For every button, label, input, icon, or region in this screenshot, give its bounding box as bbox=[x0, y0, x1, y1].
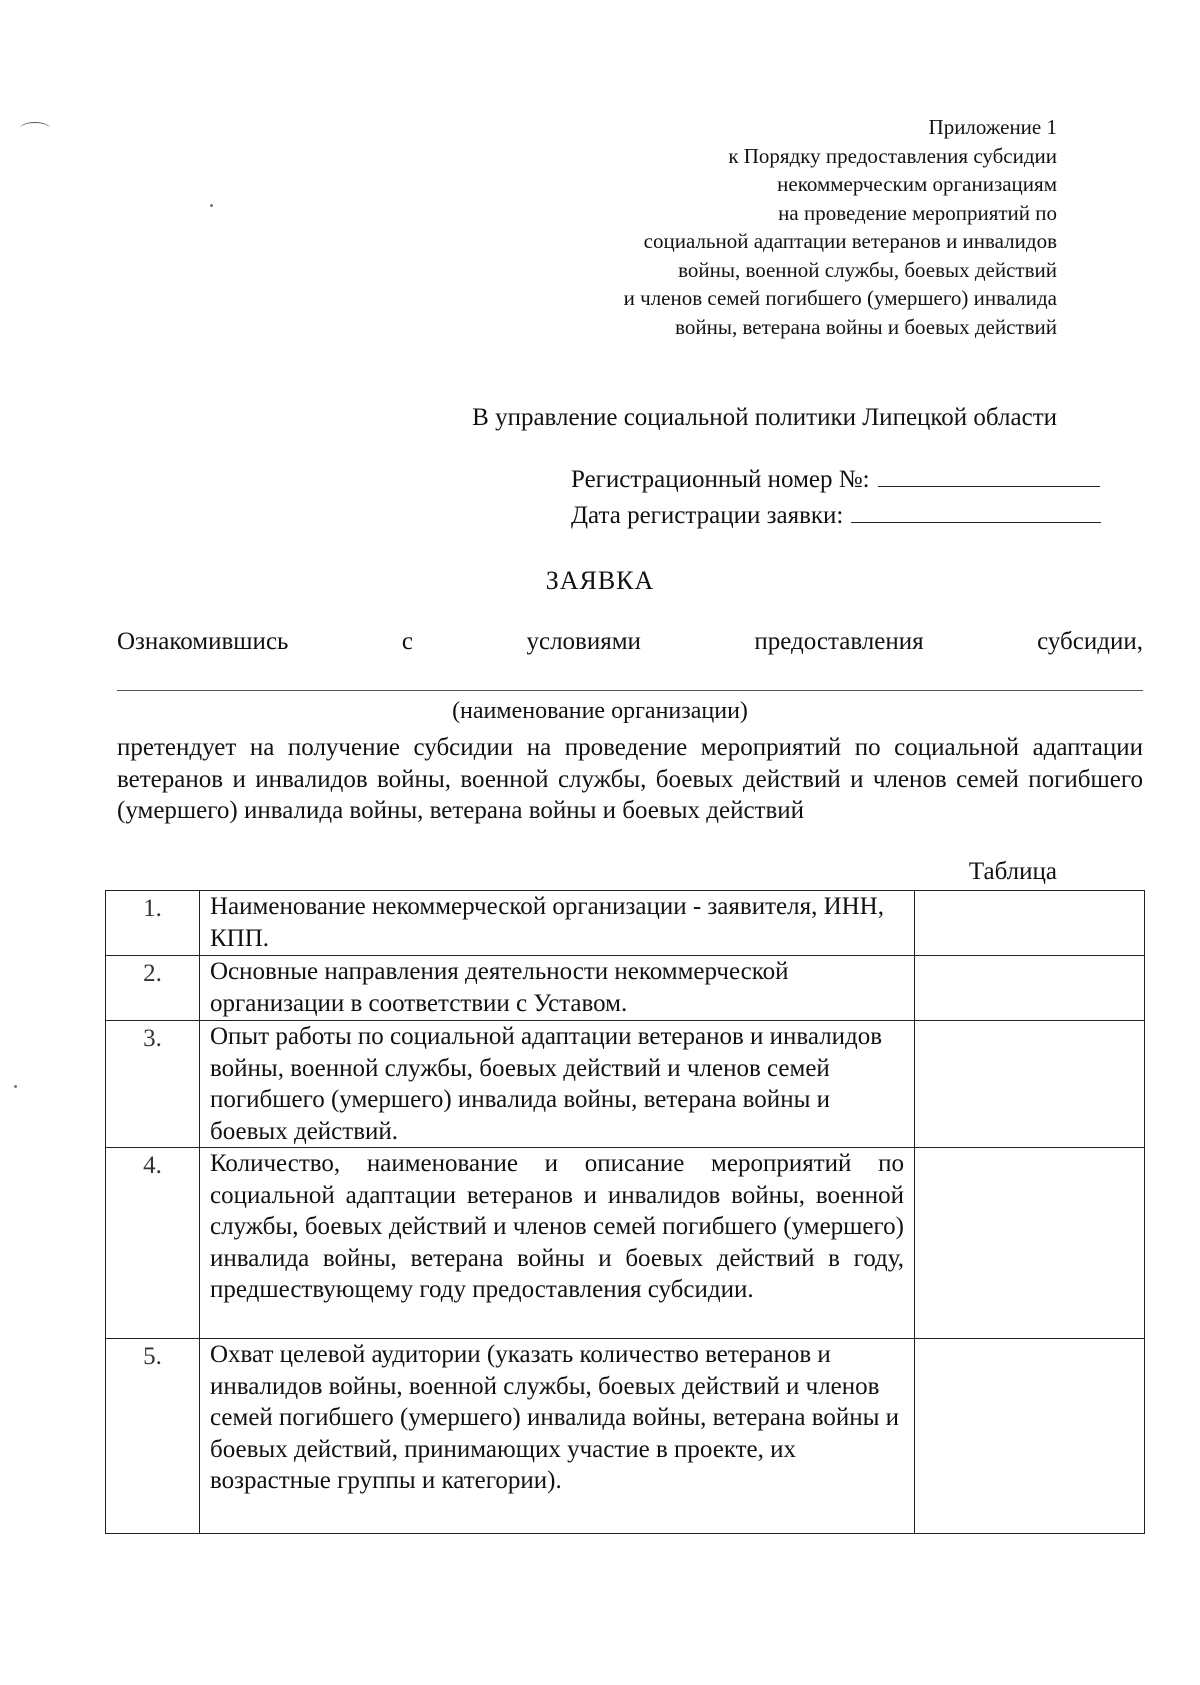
appendix-line: некоммерческим организациям bbox=[777, 172, 1057, 196]
row-description: Опыт работы по социальной адаптации ветеранов и инвалидов войны, военной службы, боевых действий и членов семей погибшего (умершего) инвалида войны, ветерана войны и боевых действий. bbox=[200, 1021, 915, 1148]
appendix-line: к Порядку предоставления субсидии bbox=[728, 143, 1057, 168]
row-description: Количество, наименование и описание мероприятий по социальной адаптации ветеранов и инвалидов войны, военной службы, боевых действий и членов семей погибшего (умершего) инвалида войны, ветерана войны и боевых действий в году, предшествующему году предоставления субсидии. bbox=[200, 1148, 915, 1339]
registration-date-row bbox=[571, 502, 1101, 530]
intro-word: с bbox=[401, 628, 414, 655]
row-value-cell[interactable] bbox=[915, 891, 1145, 956]
scan-speck bbox=[14, 1085, 17, 1088]
organization-name-blank[interactable] bbox=[117, 690, 1143, 691]
appendix-line: и членов семей погибшего (умершего) инвалида bbox=[623, 286, 1057, 310]
table-row bbox=[106, 891, 1145, 956]
addressee: В управление социальной политики Липецкой области bbox=[472, 404, 1057, 431]
row-number: 4. bbox=[106, 1148, 200, 1339]
appendix-line: на проведение мероприятий по bbox=[778, 200, 1057, 225]
document-title: ЗАЯВКА bbox=[545, 566, 655, 595]
row-value-cell[interactable] bbox=[915, 1021, 1145, 1148]
intro-line bbox=[117, 628, 1143, 656]
intro-word: предоставления bbox=[754, 628, 924, 655]
scan-artifact-mark bbox=[20, 122, 50, 135]
row-description: Охват целевой аудитории (указать количество ветеранов и инвалидов войны, военной службы, боевых действий и членов семей погибшего (умершего) инвалида войны, ветерана войны и боевых действий, принимающих участие в проекте, их возрастные группы и категории). bbox=[200, 1339, 915, 1534]
table-caption: Таблица bbox=[968, 858, 1057, 885]
row-number: 3. bbox=[106, 1021, 200, 1148]
row-number: 1. bbox=[106, 891, 200, 956]
intro-word: Ознакомившись bbox=[117, 628, 289, 655]
application-paragraph: претендует на получение субсидии на проведение мероприятий по социальной адаптации ветеранов и инвалидов войны, военной службы, боевых действий и членов семей погибшего (умершего) инвалида войны, ветерана войны и боевых действий bbox=[117, 734, 1143, 824]
appendix-line: Приложение 1 bbox=[928, 115, 1057, 139]
row-description: Основные направления деятельности некоммерческой организации в соответствии с Уставом. bbox=[200, 956, 915, 1021]
appendix-line: социальной адаптации ветеранов и инвалидов bbox=[643, 229, 1057, 253]
row-value-cell[interactable] bbox=[915, 956, 1145, 1021]
registration-number-blank[interactable] bbox=[878, 468, 1100, 487]
registration-number-label: Регистрационный номер №: bbox=[571, 466, 870, 493]
appendix-line: войны, ветерана войны и боевых действий bbox=[675, 314, 1057, 339]
intro-word: условиями bbox=[526, 628, 641, 655]
row-value-cell[interactable] bbox=[915, 1148, 1145, 1339]
registration-date-label: Дата регистрации заявки: bbox=[571, 502, 844, 529]
table-row bbox=[106, 1339, 1145, 1534]
registration-number-row bbox=[571, 466, 1100, 494]
row-number: 5. bbox=[106, 1339, 200, 1534]
row-number: 2. bbox=[106, 956, 200, 1021]
intro-word: субсидии, bbox=[1037, 628, 1143, 655]
organization-name-caption: (наименование организации) bbox=[452, 698, 748, 724]
application-table bbox=[105, 890, 1145, 1534]
appendix-header bbox=[624, 113, 1057, 341]
appendix-line: войны, военной службы, боевых действий bbox=[678, 257, 1057, 282]
table-row bbox=[106, 1148, 1145, 1339]
table-row bbox=[106, 1021, 1145, 1148]
scan-speck bbox=[210, 204, 213, 207]
row-description: Наименование некоммерческой организации - заявителя, ИНН, КПП. bbox=[200, 891, 915, 956]
table-row bbox=[106, 956, 1145, 1021]
row-value-cell[interactable] bbox=[915, 1339, 1145, 1534]
registration-date-blank[interactable] bbox=[851, 504, 1101, 523]
